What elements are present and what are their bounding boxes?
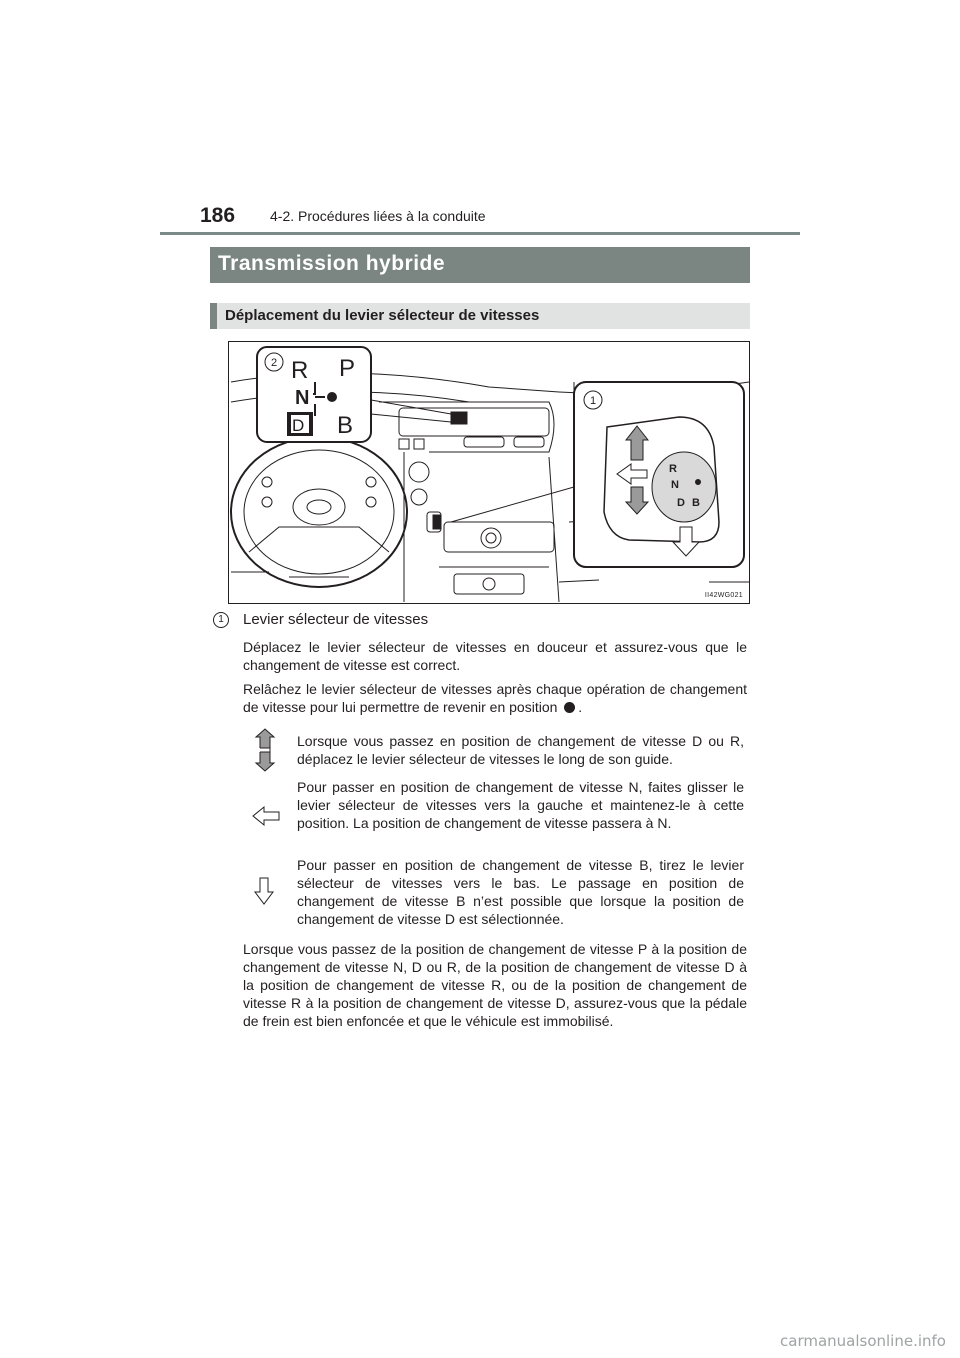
section-breadcrumb: 4-2. Procédures liées à la conduite xyxy=(270,208,486,224)
left-arrow-icon xyxy=(251,805,281,827)
callout-1-number: 1 xyxy=(589,395,597,407)
item-1-title: Levier sélecteur de vitesses xyxy=(243,611,429,628)
home-position-dot-icon xyxy=(564,702,575,713)
shift-label-r: R xyxy=(291,357,309,384)
watermark: carmanualsonline.info xyxy=(780,1332,946,1350)
instruction-n: Pour passer en position de changement de vitesse N, faites glisser le levier sélecteur de vitesses vers la gauche et maintenez-le à cette position. La position de changement de vitesse passera à N. xyxy=(297,779,744,831)
down-arrow-icon xyxy=(253,876,275,906)
header-divider xyxy=(160,232,800,235)
instruction-b: Pour passer en position de changement de vitesse B, tirez le levier sélecteur de vitesses vers le bas. Le passage en position de changement de vitesse B n’est possible que lorsque la position de changement de vitesse D est sélectionnée. xyxy=(297,857,744,927)
instruction-d-or-r: Lorsque vous passez en position de changement de vitesse D ou R, déplacez le levier sélecteur de vitesses le long de son guide. xyxy=(297,733,744,767)
subtitle-accent xyxy=(210,303,217,329)
up-down-shift-arrow-icon xyxy=(254,728,276,772)
page-title-bar xyxy=(210,247,750,283)
shift-label-b: B xyxy=(337,412,354,439)
page-title: Transmission hybride xyxy=(218,252,446,275)
item-1-number: 1 xyxy=(213,612,229,628)
callout-2-number: 2 xyxy=(270,357,278,369)
paragraph-smooth-shift: Déplacez le levier sélecteur de vitesses en douceur et assurez-vous que le changement de vitesse est correct. xyxy=(243,639,747,673)
page-number: 186 xyxy=(200,204,236,227)
svg-text:N: N xyxy=(671,479,679,491)
svg-text:D: D xyxy=(677,497,685,509)
dashboard-illustration xyxy=(228,341,750,604)
section-subtitle: Déplacement du levier sélecteur de vitesses xyxy=(225,307,540,324)
closing-paragraph: Lorsque vous passez de la position de changement de vitesse P à la position de changement de vitesse N, D ou R, de la position de changement de vitesse D à la position de changement de vitesse R, ou de la position de changement de vitesse R à la position de changement de vitesse D, assurez-vous que la pédale de frein est bien enfoncée et que le véhicule est immobilisé. xyxy=(243,941,747,1029)
shift-label-d: D xyxy=(292,416,305,435)
paragraph-release-lever xyxy=(243,680,747,716)
svg-text:B: B xyxy=(692,497,700,509)
paragraph-release-text: Relâchez le levier sélecteur de vitesses après chaque opération de changement de vitesse pour lui permettre de revenir en position xyxy=(243,681,747,715)
shift-label-p: P xyxy=(339,355,356,382)
section-subtitle-bar xyxy=(210,303,750,329)
paragraph-release-end: . xyxy=(578,699,583,715)
figure-code: II42WG021 xyxy=(704,592,743,599)
shift-label-n: N xyxy=(295,387,310,409)
dashboard-drawing xyxy=(229,342,751,605)
svg-text:R: R xyxy=(669,463,677,475)
